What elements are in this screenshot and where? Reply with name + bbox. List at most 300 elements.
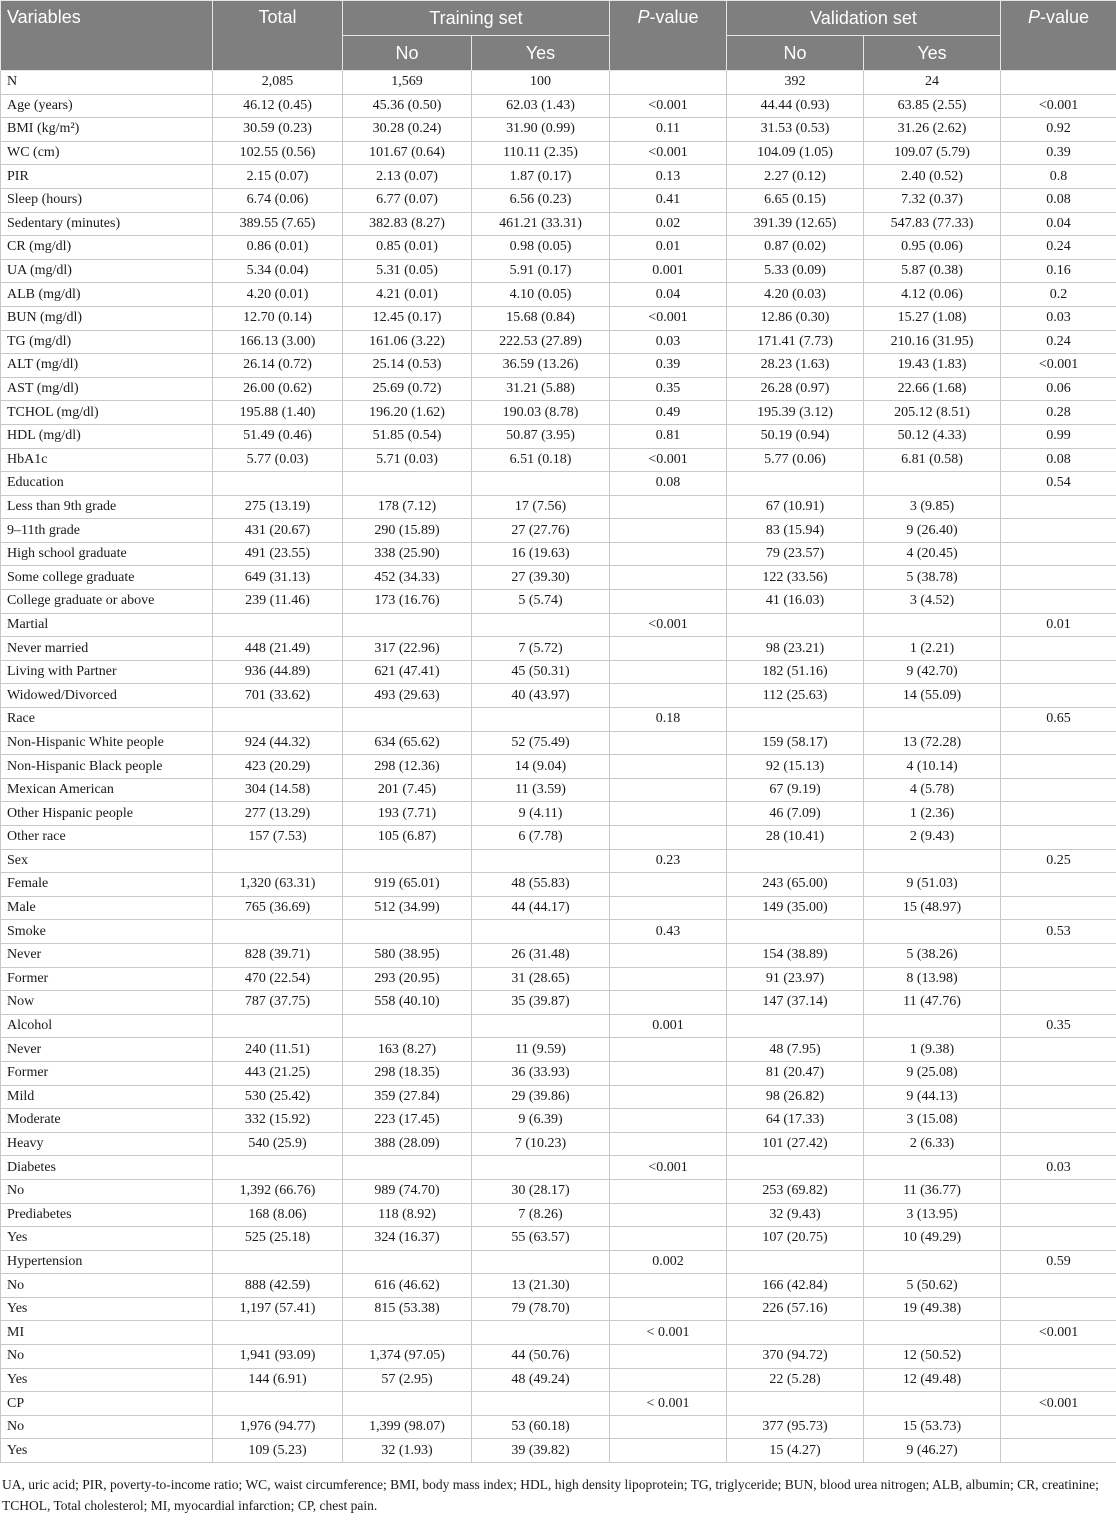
cell-training-no: 201 (7.45) <box>343 778 472 802</box>
header-validation-set: Validation set <box>727 1 1001 36</box>
cell-p-validation <box>1001 1227 1116 1251</box>
cell-training-no: 616 (46.62) <box>343 1274 472 1298</box>
cell-variable: UA (mg/dl) <box>1 259 213 283</box>
cell-p-validation: 0.39 <box>1001 141 1116 165</box>
cell-p-training: <0.001 <box>610 141 727 165</box>
table-row <box>1 354 1116 378</box>
cell-total <box>213 708 343 732</box>
cell-training-no: 4.21 (0.01) <box>343 283 472 307</box>
table-body <box>1 71 1116 1463</box>
cell-p-training: 0.002 <box>610 1250 727 1274</box>
cell-variable: Less than 9th grade <box>1 495 213 519</box>
cell-validation-yes: 5 (50.62) <box>864 1274 1001 1298</box>
cell-variable: PIR <box>1 165 213 189</box>
cell-validation-yes: 9 (51.03) <box>864 873 1001 897</box>
cell-variable: TG (mg/dl) <box>1 330 213 354</box>
cell-training-no: 1,374 (97.05) <box>343 1345 472 1369</box>
cell-validation-no: 15 (4.27) <box>727 1439 864 1463</box>
table-row <box>1 1038 1116 1062</box>
cell-training-no: 317 (22.96) <box>343 637 472 661</box>
cell-validation-yes: 5 (38.26) <box>864 943 1001 967</box>
cell-training-yes: 9 (6.39) <box>472 1109 610 1133</box>
cell-variable: BMI (kg/m²) <box>1 118 213 142</box>
cell-variable: Yes <box>1 1297 213 1321</box>
cell-p-training: 0.39 <box>610 354 727 378</box>
cell-validation-no: 41 (16.03) <box>727 590 864 614</box>
cell-training-yes <box>472 849 610 873</box>
cell-total: 166.13 (3.00) <box>213 330 343 354</box>
cell-variable: Male <box>1 896 213 920</box>
cell-validation-yes: 3 (9.85) <box>864 495 1001 519</box>
cell-training-yes: 11 (9.59) <box>472 1038 610 1062</box>
cell-p-training <box>610 1345 727 1369</box>
cell-training-no: 30.28 (0.24) <box>343 118 472 142</box>
table-row <box>1 943 1116 967</box>
cell-validation-yes: 19.43 (1.83) <box>864 354 1001 378</box>
table-row <box>1 826 1116 850</box>
table-row <box>1 1132 1116 1156</box>
header-training-set: Training set <box>343 1 610 36</box>
cell-validation-no <box>727 1321 864 1345</box>
cell-total <box>213 1014 343 1038</box>
cell-total: 5.77 (0.03) <box>213 448 343 472</box>
cell-training-no: 298 (18.35) <box>343 1061 472 1085</box>
table-row <box>1 1345 1116 1369</box>
cell-p-training: <0.001 <box>610 94 727 118</box>
cell-variable: Age (years) <box>1 94 213 118</box>
table-row <box>1 283 1116 307</box>
cell-total: 0.86 (0.01) <box>213 236 343 260</box>
p-suffix: -value <box>649 7 699 27</box>
cell-training-no: 5.31 (0.05) <box>343 259 472 283</box>
cell-variable: WC (cm) <box>1 141 213 165</box>
cell-validation-no: 226 (57.16) <box>727 1297 864 1321</box>
cell-training-no: 12.45 (0.17) <box>343 306 472 330</box>
cell-training-yes: 45 (50.31) <box>472 660 610 684</box>
cell-p-training: 0.23 <box>610 849 727 873</box>
cell-validation-no: 98 (23.21) <box>727 637 864 661</box>
cell-total: 888 (42.59) <box>213 1274 343 1298</box>
cell-validation-yes: 12 (49.48) <box>864 1368 1001 1392</box>
cell-variable: Mild <box>1 1085 213 1109</box>
cell-p-training <box>610 495 727 519</box>
cell-validation-yes: 4 (10.14) <box>864 755 1001 779</box>
cell-p-validation: 0.8 <box>1001 165 1116 189</box>
cell-validation-yes: 15.27 (1.08) <box>864 306 1001 330</box>
cell-validation-no: 79 (23.57) <box>727 542 864 566</box>
cell-p-validation <box>1001 1203 1116 1227</box>
cell-training-yes: 9 (4.11) <box>472 802 610 826</box>
table-row <box>1 896 1116 920</box>
cell-validation-no <box>727 708 864 732</box>
cell-validation-yes: 1 (9.38) <box>864 1038 1001 1062</box>
cell-total: 46.12 (0.45) <box>213 94 343 118</box>
cell-p-validation: 0.03 <box>1001 1156 1116 1180</box>
cell-training-yes: 40 (43.97) <box>472 684 610 708</box>
cell-p-validation <box>1001 590 1116 614</box>
cell-p-validation <box>1001 778 1116 802</box>
cell-training-no: 45.36 (0.50) <box>343 94 472 118</box>
cell-validation-yes <box>864 1392 1001 1416</box>
table-row <box>1 1415 1116 1439</box>
cell-validation-no <box>727 920 864 944</box>
table-row <box>1 708 1116 732</box>
cell-training-yes <box>472 1156 610 1180</box>
cell-training-yes: 44 (44.17) <box>472 896 610 920</box>
cell-p-validation <box>1001 967 1116 991</box>
cell-variable: Non-Hispanic Black people <box>1 755 213 779</box>
cell-p-training <box>610 1203 727 1227</box>
cell-validation-no: 2.27 (0.12) <box>727 165 864 189</box>
cell-p-training <box>610 566 727 590</box>
cell-validation-no <box>727 849 864 873</box>
cell-p-validation: 0.53 <box>1001 920 1116 944</box>
cell-training-no: 25.69 (0.72) <box>343 377 472 401</box>
cell-variable: Heavy <box>1 1132 213 1156</box>
cell-p-training: 0.02 <box>610 212 727 236</box>
p-suffix: -value <box>1040 7 1090 27</box>
cell-training-yes: 7 (10.23) <box>472 1132 610 1156</box>
cell-training-yes: 222.53 (27.89) <box>472 330 610 354</box>
cell-p-training <box>610 896 727 920</box>
cell-total: 168 (8.06) <box>213 1203 343 1227</box>
table-row <box>1 802 1116 826</box>
table-row <box>1 660 1116 684</box>
table-header <box>1 1 1116 71</box>
cell-total: 701 (33.62) <box>213 684 343 708</box>
cell-validation-no: 391.39 (12.65) <box>727 212 864 236</box>
cell-training-yes <box>472 1014 610 1038</box>
cell-p-training <box>610 991 727 1015</box>
cell-validation-no: 195.39 (3.12) <box>727 401 864 425</box>
cell-validation-yes: 13 (72.28) <box>864 731 1001 755</box>
cell-variable: No <box>1 1345 213 1369</box>
cell-validation-yes: 11 (36.77) <box>864 1179 1001 1203</box>
cell-validation-no: 26.28 (0.97) <box>727 377 864 401</box>
table-row <box>1 1179 1116 1203</box>
header-training-yes: Yes <box>472 36 610 71</box>
cell-validation-no: 22 (5.28) <box>727 1368 864 1392</box>
cell-total: 304 (14.58) <box>213 778 343 802</box>
cell-p-validation <box>1001 660 1116 684</box>
cell-training-yes: 30 (28.17) <box>472 1179 610 1203</box>
table-row <box>1 755 1116 779</box>
table-row <box>1 991 1116 1015</box>
cell-training-yes <box>472 613 610 637</box>
cell-p-validation <box>1001 71 1116 95</box>
cell-training-yes: 6.56 (0.23) <box>472 188 610 212</box>
cell-total: 239 (11.46) <box>213 590 343 614</box>
cell-total: 525 (25.18) <box>213 1227 343 1251</box>
table-row <box>1 1227 1116 1251</box>
table-row <box>1 566 1116 590</box>
cell-validation-no: 50.19 (0.94) <box>727 424 864 448</box>
cell-training-no: 621 (47.41) <box>343 660 472 684</box>
cell-training-yes: 110.11 (2.35) <box>472 141 610 165</box>
cell-variable: Diabetes <box>1 1156 213 1180</box>
cell-validation-yes: 2 (6.33) <box>864 1132 1001 1156</box>
cell-total <box>213 1392 343 1416</box>
cell-variable: N <box>1 71 213 95</box>
cell-training-no: 51.85 (0.54) <box>343 424 472 448</box>
cell-total: 6.74 (0.06) <box>213 188 343 212</box>
p-italic: P <box>1027 7 1040 27</box>
table-row <box>1 731 1116 755</box>
cell-validation-yes: 9 (46.27) <box>864 1439 1001 1463</box>
cell-p-training <box>610 542 727 566</box>
cell-p-training <box>610 1109 727 1133</box>
cell-p-validation: 0.35 <box>1001 1014 1116 1038</box>
cell-p-training: 0.08 <box>610 472 727 496</box>
cell-p-validation <box>1001 826 1116 850</box>
cell-p-validation <box>1001 991 1116 1015</box>
cell-validation-yes <box>864 472 1001 496</box>
cell-total: 277 (13.29) <box>213 802 343 826</box>
cell-p-validation <box>1001 1085 1116 1109</box>
cell-p-training <box>610 731 727 755</box>
cell-p-training: 0.43 <box>610 920 727 944</box>
cell-p-validation <box>1001 1109 1116 1133</box>
cell-training-no: 919 (65.01) <box>343 873 472 897</box>
cell-training-yes: 6.51 (0.18) <box>472 448 610 472</box>
cell-variable: 9–11th grade <box>1 519 213 543</box>
cell-p-training <box>610 519 727 543</box>
cell-validation-yes: 4 (20.45) <box>864 542 1001 566</box>
cell-p-training <box>610 1061 727 1085</box>
cell-validation-yes: 547.83 (77.33) <box>864 212 1001 236</box>
cell-p-training: 0.18 <box>610 708 727 732</box>
table-row <box>1 778 1116 802</box>
cell-training-no: 178 (7.12) <box>343 495 472 519</box>
cell-variable: Now <box>1 991 213 1015</box>
cell-validation-no: 67 (9.19) <box>727 778 864 802</box>
cell-total <box>213 1250 343 1274</box>
p-italic: P <box>637 7 650 27</box>
cell-training-no <box>343 920 472 944</box>
cell-p-training: 0.13 <box>610 165 727 189</box>
cell-p-validation: 0.03 <box>1001 306 1116 330</box>
cell-total: 924 (44.32) <box>213 731 343 755</box>
cell-training-no: 5.71 (0.03) <box>343 448 472 472</box>
cell-validation-yes: 3 (13.95) <box>864 1203 1001 1227</box>
cell-training-no: 223 (17.45) <box>343 1109 472 1133</box>
cell-validation-no: 149 (35.00) <box>727 896 864 920</box>
cell-p-validation <box>1001 542 1116 566</box>
cell-total: 30.59 (0.23) <box>213 118 343 142</box>
cell-training-yes: 48 (55.83) <box>472 873 610 897</box>
cell-p-validation: 0.08 <box>1001 188 1116 212</box>
cell-validation-no: 166 (42.84) <box>727 1274 864 1298</box>
cell-p-validation: <0.001 <box>1001 1392 1116 1416</box>
cell-variable: High school graduate <box>1 542 213 566</box>
cell-validation-no: 81 (20.47) <box>727 1061 864 1085</box>
cell-p-validation <box>1001 1345 1116 1369</box>
cell-validation-no: 5.33 (0.09) <box>727 259 864 283</box>
cell-p-validation: 0.54 <box>1001 472 1116 496</box>
cell-validation-no: 5.77 (0.06) <box>727 448 864 472</box>
cell-validation-no: 104.09 (1.05) <box>727 141 864 165</box>
header-validation-yes: Yes <box>864 36 1001 71</box>
cell-p-validation <box>1001 519 1116 543</box>
cell-training-no: 1,569 <box>343 71 472 95</box>
cell-variable: Mexican American <box>1 778 213 802</box>
cell-training-yes: 27 (39.30) <box>472 566 610 590</box>
table-row <box>1 306 1116 330</box>
cell-training-yes <box>472 1392 610 1416</box>
cell-training-yes: 55 (63.57) <box>472 1227 610 1251</box>
cell-variable: MI <box>1 1321 213 1345</box>
cell-training-yes: 7 (5.72) <box>472 637 610 661</box>
cell-training-no <box>343 472 472 496</box>
cell-total <box>213 920 343 944</box>
table-row <box>1 1014 1116 1038</box>
cell-p-training: 0.03 <box>610 330 727 354</box>
cell-p-training <box>610 590 727 614</box>
cell-total: 649 (31.13) <box>213 566 343 590</box>
cell-variable: Smoke <box>1 920 213 944</box>
cell-validation-yes: 210.16 (31.95) <box>864 330 1001 354</box>
cell-validation-no: 4.20 (0.03) <box>727 283 864 307</box>
cell-validation-yes: 9 (26.40) <box>864 519 1001 543</box>
cell-total: 275 (13.19) <box>213 495 343 519</box>
cell-validation-yes <box>864 1321 1001 1345</box>
cell-p-training: 0.41 <box>610 188 727 212</box>
cell-validation-yes: 4.12 (0.06) <box>864 283 1001 307</box>
cell-variable: Yes <box>1 1368 213 1392</box>
table-row <box>1 1061 1116 1085</box>
cell-validation-yes <box>864 1250 1001 1274</box>
cell-total: 787 (37.75) <box>213 991 343 1015</box>
cell-training-yes: 100 <box>472 71 610 95</box>
cell-training-yes: 14 (9.04) <box>472 755 610 779</box>
cell-training-yes: 53 (60.18) <box>472 1415 610 1439</box>
cell-validation-no: 243 (65.00) <box>727 873 864 897</box>
table-row <box>1 141 1116 165</box>
cell-p-training: 0.81 <box>610 424 727 448</box>
cell-validation-yes: 24 <box>864 71 1001 95</box>
cell-p-training: 0.11 <box>610 118 727 142</box>
cell-training-no <box>343 1014 472 1038</box>
cell-training-no: 163 (8.27) <box>343 1038 472 1062</box>
cell-p-validation: <0.001 <box>1001 1321 1116 1345</box>
cell-validation-yes: 2.40 (0.52) <box>864 165 1001 189</box>
cell-p-validation <box>1001 802 1116 826</box>
cell-validation-no: 67 (10.91) <box>727 495 864 519</box>
cell-total: 1,320 (63.31) <box>213 873 343 897</box>
cell-total: 443 (21.25) <box>213 1061 343 1085</box>
cell-p-validation: 0.59 <box>1001 1250 1116 1274</box>
cell-total: 1,392 (66.76) <box>213 1179 343 1203</box>
cell-p-validation <box>1001 637 1116 661</box>
cell-total <box>213 1321 343 1345</box>
cell-validation-yes: 22.66 (1.68) <box>864 377 1001 401</box>
cell-p-validation <box>1001 1179 1116 1203</box>
cell-variable: BUN (mg/dl) <box>1 306 213 330</box>
cell-p-training: <0.001 <box>610 448 727 472</box>
cell-validation-no: 107 (20.75) <box>727 1227 864 1251</box>
table-row <box>1 377 1116 401</box>
cell-validation-yes: 9 (44.13) <box>864 1085 1001 1109</box>
cell-validation-yes: 8 (13.98) <box>864 967 1001 991</box>
cell-validation-yes <box>864 1156 1001 1180</box>
cell-training-yes <box>472 472 610 496</box>
cell-variable: Female <box>1 873 213 897</box>
cell-p-training <box>610 1274 727 1298</box>
cell-training-no <box>343 1321 472 1345</box>
header-total: Total <box>213 1 343 71</box>
cell-training-no: 173 (16.76) <box>343 590 472 614</box>
cell-validation-no: 159 (58.17) <box>727 731 864 755</box>
cell-training-yes: 62.03 (1.43) <box>472 94 610 118</box>
table-row <box>1 94 1116 118</box>
cell-p-training <box>610 967 727 991</box>
cell-p-validation <box>1001 1274 1116 1298</box>
cell-validation-yes: 1 (2.36) <box>864 802 1001 826</box>
cell-training-no: 298 (12.36) <box>343 755 472 779</box>
cell-total: 26.00 (0.62) <box>213 377 343 401</box>
cell-training-no <box>343 613 472 637</box>
cell-variable: Some college graduate <box>1 566 213 590</box>
table-row <box>1 873 1116 897</box>
cell-variable: Race <box>1 708 213 732</box>
table-row <box>1 920 1116 944</box>
cell-validation-yes <box>864 613 1001 637</box>
header-p-value-validation <box>1001 1 1116 71</box>
cell-validation-no: 64 (17.33) <box>727 1109 864 1133</box>
cell-p-validation <box>1001 1297 1116 1321</box>
cell-validation-no <box>727 613 864 637</box>
cell-training-yes: 16 (19.63) <box>472 542 610 566</box>
cell-total <box>213 1156 343 1180</box>
cell-validation-yes: 31.26 (2.62) <box>864 118 1001 142</box>
cell-p-validation <box>1001 495 1116 519</box>
cell-validation-yes: 7.32 (0.37) <box>864 188 1001 212</box>
cell-training-yes <box>472 920 610 944</box>
cell-variable: Never <box>1 1038 213 1062</box>
cell-variable: AST (mg/dl) <box>1 377 213 401</box>
cell-validation-yes: 205.12 (8.51) <box>864 401 1001 425</box>
cell-total: 491 (23.55) <box>213 542 343 566</box>
cell-validation-no: 48 (7.95) <box>727 1038 864 1062</box>
cell-p-validation: 0.24 <box>1001 330 1116 354</box>
cell-p-validation: 0.16 <box>1001 259 1116 283</box>
cell-p-training <box>610 802 727 826</box>
cell-training-no: 382.83 (8.27) <box>343 212 472 236</box>
cell-training-yes: 48 (49.24) <box>472 1368 610 1392</box>
cell-validation-yes: 0.95 (0.06) <box>864 236 1001 260</box>
cell-p-validation: <0.001 <box>1001 94 1116 118</box>
cell-p-validation <box>1001 1132 1116 1156</box>
cell-p-validation <box>1001 684 1116 708</box>
cell-validation-no: 171.41 (7.73) <box>727 330 864 354</box>
cell-validation-no <box>727 1392 864 1416</box>
cell-training-yes: 35 (39.87) <box>472 991 610 1015</box>
cell-training-yes: 79 (78.70) <box>472 1297 610 1321</box>
cell-training-yes: 17 (7.56) <box>472 495 610 519</box>
cell-validation-yes: 109.07 (5.79) <box>864 141 1001 165</box>
cell-total <box>213 613 343 637</box>
table-row <box>1 424 1116 448</box>
cell-variable: Former <box>1 967 213 991</box>
table-row <box>1 590 1116 614</box>
cell-variable: TCHOL (mg/dl) <box>1 401 213 425</box>
cell-p-training <box>610 755 727 779</box>
table-row <box>1 472 1116 496</box>
cell-p-validation <box>1001 1038 1116 1062</box>
cell-variable: No <box>1 1415 213 1439</box>
cell-training-yes: 6 (7.78) <box>472 826 610 850</box>
cell-validation-yes: 4 (5.78) <box>864 778 1001 802</box>
